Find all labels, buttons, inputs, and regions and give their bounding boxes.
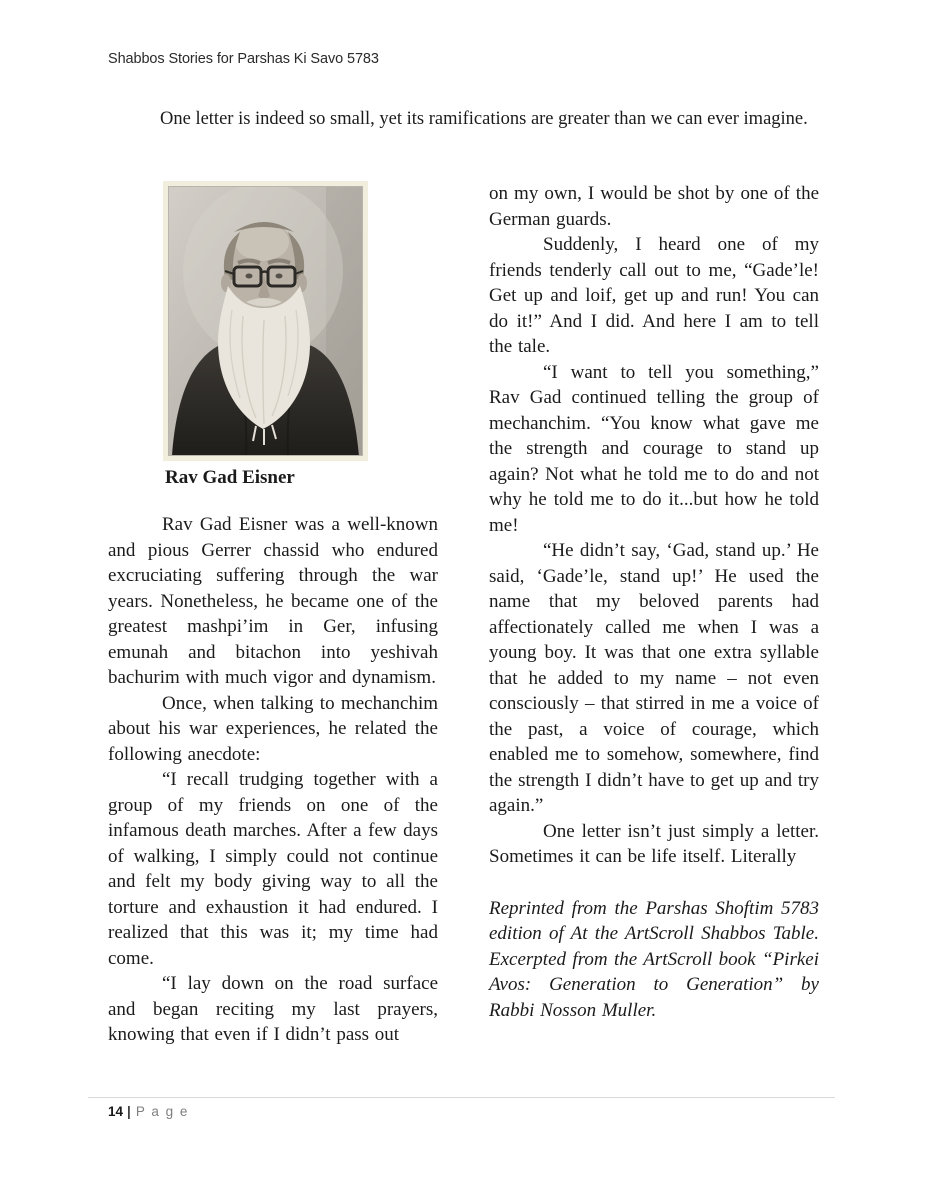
body-paragraph: Rav Gad Eisner was a well-known and pious Gerrer chassid who endured excruciating suffering through the war years. Nonetheless, he became one of the greatest mashpi’im in Ger, infusing emunah and bitachon into yeshivah bachurim with much vigor and dynamism. <box>108 514 438 688</box>
intro-paragraph: One letter is indeed so small, yet its ramifications are greater than we can ever imagine. <box>160 109 808 129</box>
portrait-illustration <box>168 186 363 456</box>
body-paragraph: on my own, I would be shot by one of the German guards. <box>489 183 819 230</box>
body-paragraph: “I lay down on the road surface and began reciting my last prayers, knowing that even if I didn’t pass out <box>108 973 438 1045</box>
footer-page-label: P a g e <box>135 1104 189 1119</box>
attribution-paragraph: Reprinted from the Parshas Shoftim 5783 edition of At the ArtScroll Shabbos Table. Excerpted from the ArtScroll book “Pirkei Avos: Generation to Generation” by Rabbi Nosson Muller. <box>489 897 819 1021</box>
footer-divider <box>88 1097 835 1098</box>
page-header: Shabbos Stories for Parshas Ki Savo 5783 <box>108 51 379 67</box>
photo-caption: Rav Gad Eisner <box>165 467 295 488</box>
rav-gad-eisner-photo <box>163 181 368 461</box>
page-footer <box>108 1104 189 1119</box>
body-paragraph: Once, when talking to mechanchim about his war experiences, he related the following anecdote: <box>108 692 438 765</box>
body-paragraph: “I recall trudging together with a group of my friends on one of the infamous death marches. After a few days of walking, I simply could not continue and felt my body giving way to all the torture and exhaustion it had endured. I realized that this was it; my time had come. <box>108 769 438 969</box>
body-paragraph: “He didn’t say, ‘Gad, stand up.’ He said, ‘Gade’le, stand up!’ He used the name that my beloved parents had affectionately called me when I was a young boy. It was that one extra syllable that he added to my name – not even consciously – that stirred in me a voice of the past, a voice of courage, which enabled me to somehow, somewhere, find the strength I didn’t have to get up and try again.” <box>489 540 819 816</box>
footer-separator: | <box>127 1104 131 1119</box>
page-number: 14 <box>108 1104 124 1119</box>
left-column <box>108 181 438 1048</box>
right-column <box>489 181 819 1048</box>
photo-figure <box>163 181 368 489</box>
body-paragraph: One letter isn’t just simply a letter. Sometimes it can be life itself. Literally <box>489 820 819 867</box>
two-column-layout <box>108 181 819 1048</box>
body-paragraph: Suddenly, I heard one of my friends tenderly call out to me, “Gade’le! Get up and loif, get up and run! You can do it!” And I did. And here I am to tell the tale. <box>489 234 819 357</box>
body-paragraph: “I want to tell you something,” Rav Gad continued telling the group of mechanchim. “You know what gave me the strength and courage to stand up again? Not what he told me to do and not why he told me to do it...but how he told me! <box>489 361 819 536</box>
